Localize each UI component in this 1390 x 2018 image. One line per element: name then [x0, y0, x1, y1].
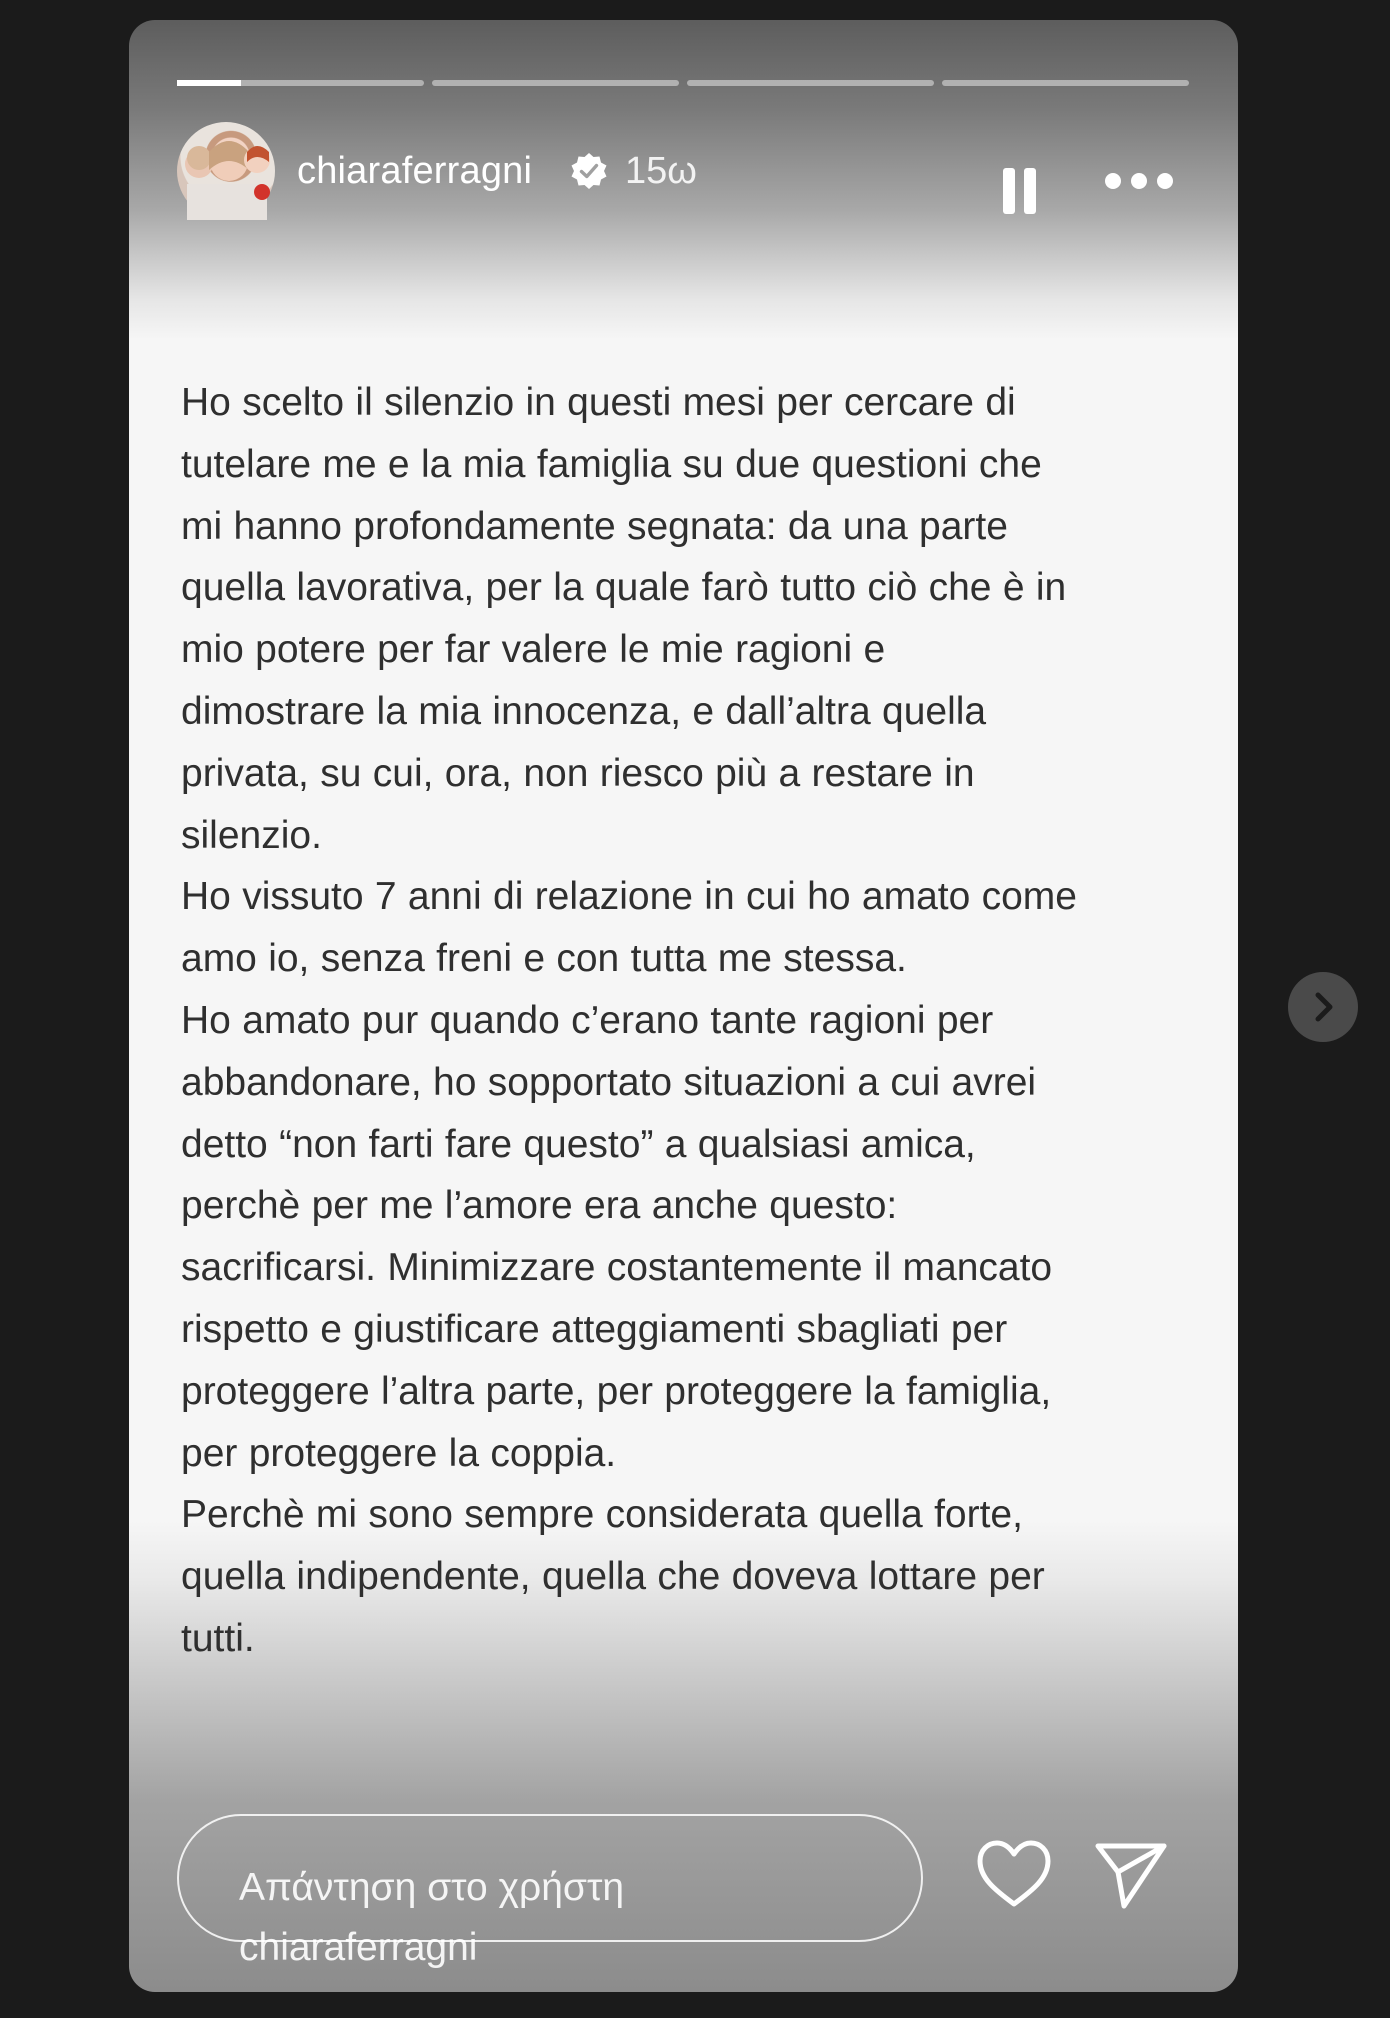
story-progress-bar — [177, 80, 1189, 87]
verified-badge-icon — [569, 151, 609, 191]
username[interactable]: chiaraferragni — [297, 150, 533, 192]
reply-input[interactable] — [177, 1814, 923, 1969]
story-timestamp: 15ω — [625, 150, 697, 192]
pause-bar-right — [1024, 168, 1036, 214]
story-header — [177, 122, 1189, 222]
progress-fill-1 — [177, 80, 241, 86]
more-dot-1 — [1105, 173, 1121, 189]
next-story-button[interactable] — [1288, 972, 1358, 1042]
more-dot-2 — [1131, 173, 1147, 189]
chevron-right-icon — [1288, 972, 1358, 1042]
pause-icon[interactable] — [1003, 168, 1037, 214]
progress-segment-1 — [177, 80, 424, 86]
story-viewer — [129, 20, 1238, 1992]
progress-segment-3 — [687, 80, 934, 86]
story-text: Ho scelto il silenzio in questi mesi per cercare di tutelare me e la mia famiglia su due questioni che mi hanno profondamente segnata: da una parte quella lavorativa, per la quale farò tutto ciò che è in mio potere per far valere le mie ragioni e dimostrare la mia innocenza, e dall’altra quella privata, su cui, ora, non riesco più a restare in silenzio. Ho vissuto 7 anni di relazione in cui ho amato come amo io, senza freni e con tutta me stessa. Ho amato pur quando c’erano tante ragioni per abbandonare, ho sopportato situazioni a cui avrei detto “non farti fare questo” a qualsiasi amica, perchè per me l’amore era anche questo: sacrificarsi. Minimizzare costantemente il mancato rispetto e giustificare atteggiamenti sbagliati per proteggere l’altra parte, per proteggere la famiglia, per proteggere la coppia. Perchè mi sono sempre considerata quella forte, quella indipendente, quella che doveva lottare per tutti. — [181, 381, 1077, 1660]
heart-icon[interactable] — [975, 1838, 1053, 1910]
more-dot-3 — [1157, 173, 1173, 189]
avatar[interactable] — [177, 122, 275, 220]
send-icon[interactable] — [1092, 1838, 1170, 1912]
progress-segment-2 — [432, 80, 679, 86]
pause-bar-left — [1003, 168, 1015, 214]
reply-placeholder: Απάντηση στο χρήστη chiaraferragni — [239, 1866, 625, 1969]
more-options-icon[interactable] — [1105, 166, 1173, 196]
progress-segment-4 — [942, 80, 1189, 86]
